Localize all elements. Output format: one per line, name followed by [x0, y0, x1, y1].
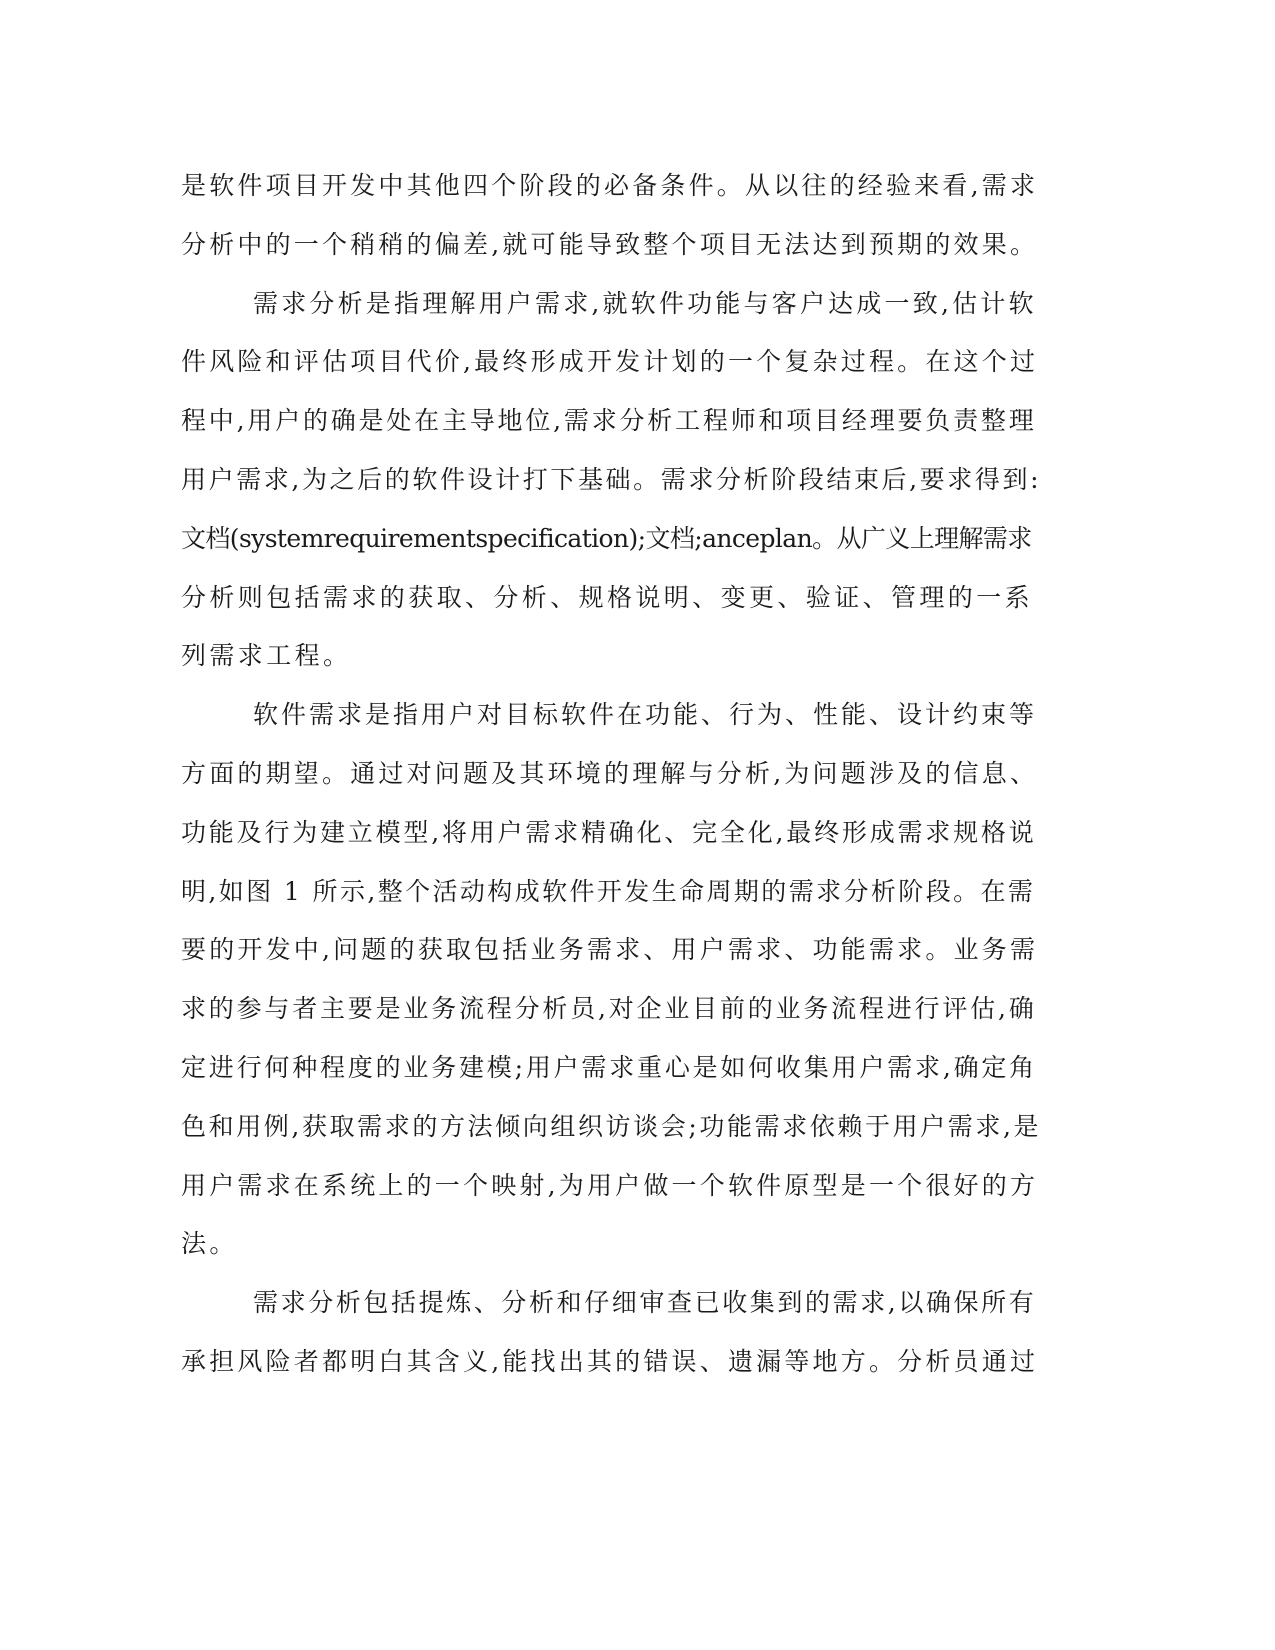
text-line: 分析则包括需求的获取、分析、规格说明、变更、验证、管理的一系: [181, 582, 1034, 612]
document-body: [181, 157, 1041, 1392]
text-line: 求的参与者主要是业务流程分析员,对企业目前的业务流程进行评估,确: [181, 994, 1037, 1024]
paragraph-first-line: 需求分析是指理解用户需求,就软件功能与客户达成一致,估计软: [253, 288, 1037, 318]
text-line: 文档(systemrequirementspecification);文档;anceplan。从广义上理解需求: [181, 523, 1032, 553]
text-line: 用户需求,为之后的软件设计打下基础。需求分析阶段结束后,要求得到:: [181, 464, 1042, 494]
text-line: 承担风险者都明白其含义,能找出其的错误、遗漏等地方。分析员通过: [181, 1346, 1039, 1376]
text-line: 明,如图 1 所示,整个活动构成软件开发生命周期的需求分析阶段。在需: [181, 876, 1036, 906]
text-line: 是软件项目开发中其他四个阶段的必备条件。从以往的经验来看,需求: [181, 171, 1039, 200]
text-line: 色和用例,获取需求的方法倾向组织访谈会;功能需求依赖于用户需求,是: [181, 1111, 1042, 1141]
text-line: 程中,用户的确是处在主导地位,需求分析工程师和项目经理要负责整理: [181, 406, 1037, 436]
text-line: 功能及行为建立模型,将用户需求精确化、完全化,最终形成需求规格说: [181, 817, 1037, 847]
text-line: 法。: [181, 1229, 238, 1259]
text-line: 件风险和评估项目代价,最终形成开发计划的一个复杂过程。在这个过: [181, 347, 1039, 377]
text-line: 分析中的一个稍稍的偏差,就可能导致整个项目无法达到预期的效果。: [181, 229, 1039, 259]
text-line: 要的开发中,问题的获取包括业务需求、用户需求、功能需求。业务需: [181, 935, 1039, 965]
text-line: 列需求工程。: [181, 641, 352, 671]
text-line: 用户需求在系统上的一个映射,为用户做一个软件原型是一个很好的方: [181, 1170, 1039, 1200]
text-line: 方面的期望。通过对问题及其环境的理解与分析,为问题涉及的信息、: [181, 758, 1039, 788]
paragraph-first-line: 需求分析包括提炼、分析和仔细审查已收集到的需求,以确保所有: [253, 1288, 1037, 1318]
paragraph-first-line: 软件需求是指用户对目标软件在功能、行为、性能、设计约束等: [253, 700, 1038, 730]
text-line: 定进行何种程度的业务建模;用户需求重心是如何收集用户需求,确定角: [181, 1052, 1037, 1082]
